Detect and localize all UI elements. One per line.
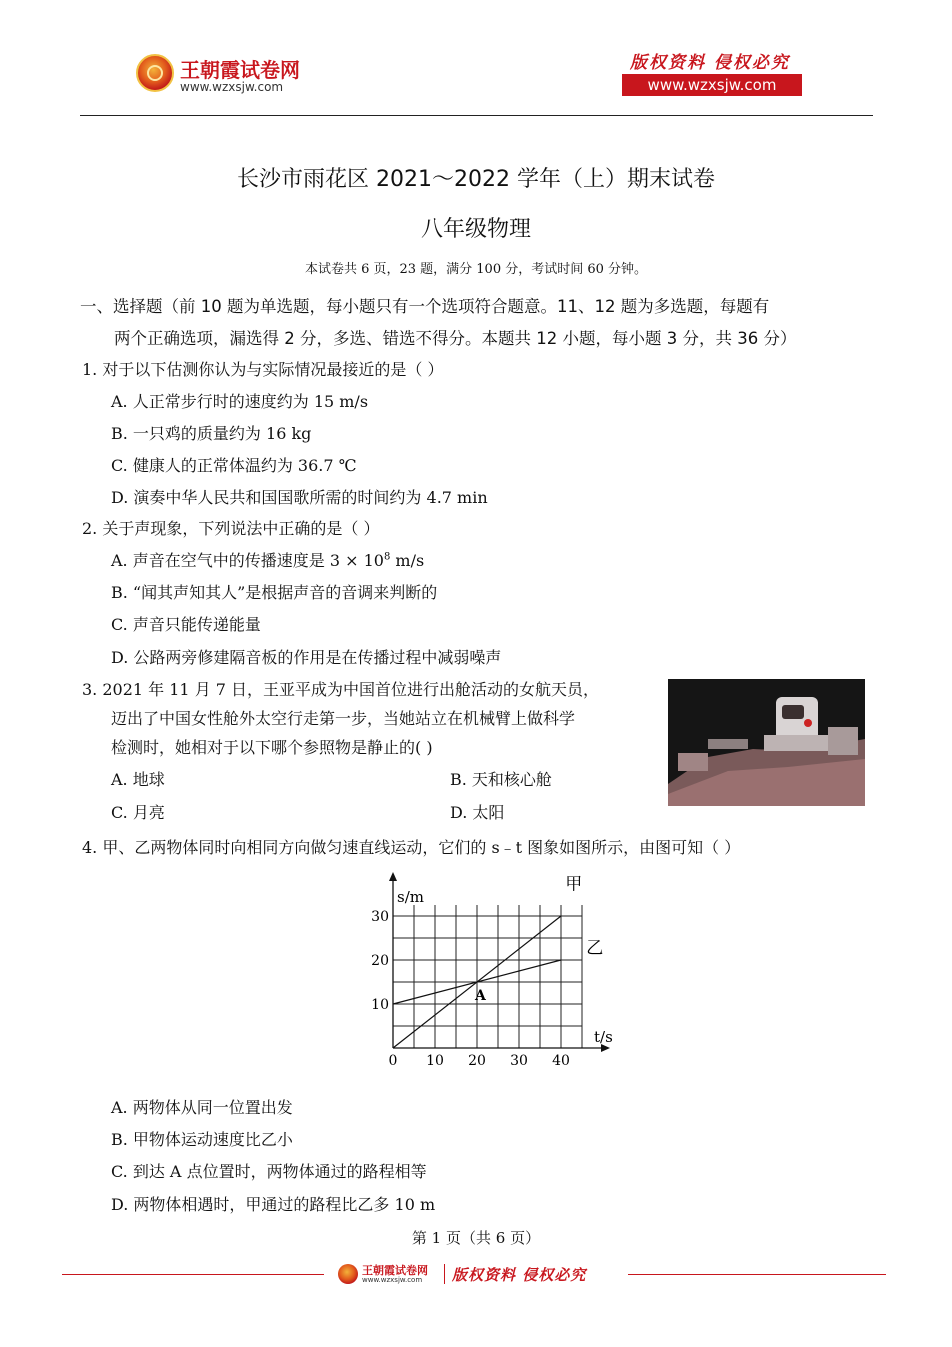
q2-option-a-exponent: 8 (383, 551, 391, 563)
footer-copyright: 版权资料 侵权必究 (452, 1266, 587, 1284)
header-divider (80, 115, 873, 116)
q4-option-b: B. 甲物体运动速度比乙小 (111, 1130, 293, 1149)
x-tick-label: 40 (552, 1053, 570, 1069)
x-tick-label: 10 (426, 1053, 444, 1069)
y-axis-arrow (389, 872, 397, 881)
chart-labels (371, 875, 613, 1069)
y-tick-label: 10 (371, 997, 389, 1013)
x-tick-label: 30 (510, 1053, 528, 1069)
q3-stem-line3: 检测时，她相对于以下哪个参照物是静止的( ) (111, 738, 433, 757)
x-tick-label: 20 (468, 1053, 486, 1069)
exam-note: 本试卷共 6 页，23 题，满分 100 分，考试时间 60 分钟。 (304, 262, 648, 277)
page-number: 第 1 页（共 6 页） (411, 1229, 541, 1247)
q1-option-d: D. 演奏中华人民共和国国歌所需的时间约为 4.7 min (111, 488, 488, 507)
q4-option-d: D. 两物体相遇时，甲通过的路程比乙多 10 m (111, 1195, 436, 1214)
logo-name: 王朝霞试卷网 (180, 58, 300, 82)
logo-url: www.wzxsjw.com (180, 80, 284, 94)
q2-option-a-text: A. 声音在空气中的传播速度是 3 × 10 (111, 551, 384, 570)
astronaut-photo (668, 679, 865, 806)
series-label-yi: 乙 (586, 938, 604, 959)
header-copyright: 版权资料 侵权必究 (630, 53, 790, 73)
q3-option-d: D. 太阳 (450, 803, 505, 822)
footer-logo (338, 1262, 443, 1288)
q4-stem: 4. 甲、乙两物体同时向相同方向做匀速直线运动，它们的 s﹣t 图象如图所示，由图可知（ ） (82, 838, 741, 857)
y-tick-label: 30 (371, 909, 389, 925)
q1-stem: 1. 对于以下估测你认为与实际情况最接近的是（ ） (82, 360, 444, 379)
q2-option-d: D. 公路两旁修建隔音板的作用是在传播过程中减弱噪声 (111, 648, 502, 667)
x-tick-label: 0 (388, 1053, 398, 1069)
footer-divider-left (62, 1274, 324, 1275)
q1-option-c: C. 健康人的正常体温约为 36.7 ℃ (111, 456, 357, 475)
footer-separator (444, 1264, 445, 1284)
site-logo (136, 52, 316, 98)
q4-option-c: C. 到达 A 点位置时，两物体通过的路程相等 (111, 1162, 427, 1181)
q4-option-a: A. 两物体从同一位置出发 (111, 1098, 293, 1117)
q2-option-a-unit: m/s (390, 551, 425, 570)
st-graph-svg (350, 868, 620, 1073)
q2-stem: 2. 关于声现象，下列说法中正确的是（ ） (82, 519, 380, 538)
q1-option-b: B. 一只鸡的质量约为 16 kg (111, 424, 312, 443)
st-graph (350, 868, 620, 1073)
y-axis-label: s/m (397, 888, 424, 906)
q2-option-b: B. “闻其声知其人”是根据声音的音调来判断的 (111, 583, 438, 602)
header-url-bar: www.wzxsjw.com (622, 74, 802, 96)
x-axis-label: t/s (594, 1028, 613, 1046)
footer-logo-url: www.wzxsjw.com (362, 1276, 423, 1284)
section-heading-cont: 两个正确选项，漏选得 2 分，多选、错选不得分。本题共 12 小题，每小题 3 分，共 36 分） (114, 329, 797, 348)
q3-stem-line2: 迈出了中国女性舱外太空行走第一步，当她站立在机械臂上做科学 (111, 709, 576, 728)
section-heading: 一、选择题（前 10 题为单选题，每小题只有一个选项符合题意。11、12 题为多选题，每题有 (80, 297, 770, 316)
q3-option-a: A. 地球 (111, 770, 165, 789)
y-tick-label: 20 (371, 953, 389, 969)
q2-option-c: C. 声音只能传递能量 (111, 615, 261, 634)
footer-logo-emblem-icon (338, 1264, 358, 1284)
exam-subtitle: 八年级物理 (420, 217, 531, 242)
exam-title: 长沙市雨花区 2021～2022 学年（上）期末试卷 (237, 167, 715, 192)
q2-option-a (111, 548, 424, 571)
annotation-point-a: A (475, 988, 486, 1004)
q3-option-c: C. 月亮 (111, 803, 165, 822)
series-label-jia: 甲 (565, 874, 583, 895)
logo-emblem-icon (136, 54, 174, 92)
footer-divider-right (628, 1274, 886, 1275)
q3-option-b: B. 天和核心舱 (450, 770, 552, 789)
q1-option-a: A. 人正常步行时的速度约为 15 m/s (111, 392, 369, 411)
footer-logo-name: 王朝霞试卷网 (362, 1264, 428, 1277)
chart-grid (393, 905, 582, 1048)
q3-stem-line1: 3. 2021 年 11 月 7 日，王亚平成为中国首位进行出舱活动的女航天员， (82, 680, 600, 699)
